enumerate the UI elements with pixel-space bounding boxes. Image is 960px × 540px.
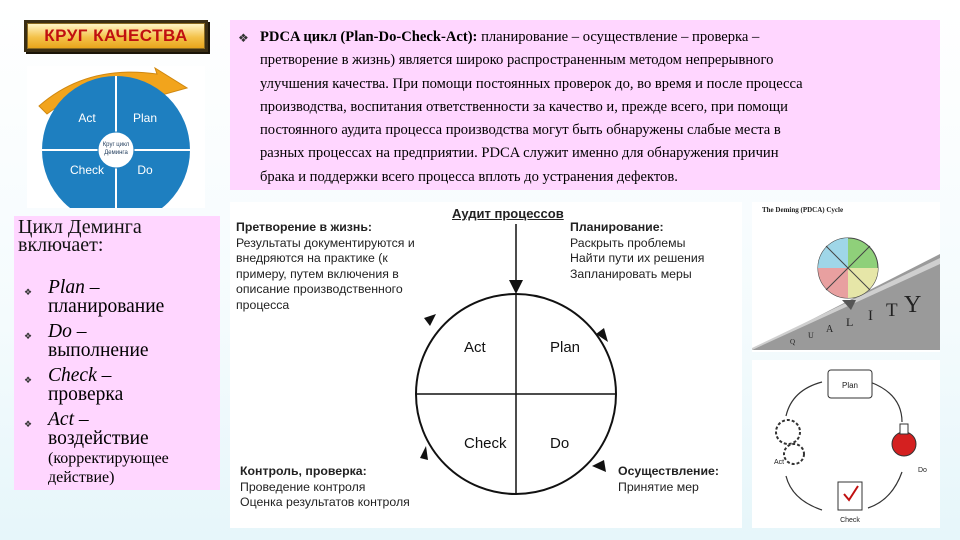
small-label-plan: Plan [132,111,158,125]
dash: – [96,365,112,386]
pic-label-plan: Plan [841,381,859,390]
diamond-bullet-icon: ❖ [24,331,33,341]
diamond-bullet-icon: ❖ [238,31,249,45]
title-badge [24,20,208,52]
deming-quality-svg [752,202,940,352]
dash: – [73,409,89,430]
pdca-line: постоянного аудита процесса производства могут быть обнаружены слабые места в [260,122,781,139]
act-line: внедряются на практике (к [236,251,388,265]
small-label-do: Do [137,163,153,177]
quality-letter: Y [904,292,922,318]
pdca-text [260,26,928,189]
do-line: Принятие мер [618,479,699,494]
pdca-line: PDCA цикл (Plan-Do-Check-Act): планирование – осуществление – проверка – [260,29,760,45]
diamond-bullet-icon: ❖ [24,287,33,297]
diamond-bullet-icon: ❖ [24,419,33,429]
cycle-arc-3 [868,472,902,508]
term-check: Check [48,365,97,386]
plan-heading: Планирование: [570,220,664,234]
plan-line: Раскрыть проблемы [570,235,686,250]
pdca-line: претворение в жизнь) является широко распространенным методом непрерывного [260,52,774,69]
quality-letter: Q [790,338,796,346]
deming-list-box [14,216,220,490]
act-line: процесса [236,297,290,312]
check-heading: Контроль, проверка: [240,464,367,478]
quadrant-act: Act [464,339,486,356]
do-heading: Осуществление: [618,464,719,478]
gears-icon [776,420,804,464]
pdca-line: брака и поддержки всего процесса вплоть до устранения дефектов. [260,168,678,185]
check-line: Оценка результатов контроля [240,495,410,509]
audit-label: Аудит процессов [452,206,564,221]
plan-block [570,220,704,282]
cycle-arc-4 [786,476,822,510]
cycle-arc-1 [786,382,822,416]
quality-letter: I [868,308,873,324]
slide-title: КРУГ КАЧЕСТВА [44,26,188,45]
checklist-icon [838,482,862,510]
desc-check: проверка [48,384,124,405]
quadrant-check: Check [464,435,507,452]
desc-act: воздействие [48,428,149,449]
desc-act-extra2: действие) [48,469,115,486]
do-block [618,464,719,495]
deming-title-line1: Цикл Деминга [18,216,142,238]
audit-arrow-head [509,280,523,294]
pic-label-check: Check [840,517,860,524]
deming-title-line2: включает: [18,234,104,256]
small-pdca-svg [27,66,205,208]
pdca-wheel [818,238,878,298]
term-plan: Plan [48,277,85,298]
flask-icon [892,432,916,456]
diamond-bullet-icon: ❖ [24,375,33,385]
small-pdca-diagram [27,66,205,208]
small-label-check: Check [69,163,105,177]
quality-letter: T [886,300,898,321]
dash: – [71,321,87,342]
pic-label-do: Do [918,467,927,474]
plan-line: Запланировать меры [570,266,692,281]
cycle-arrow-check [420,446,428,460]
quality-letter: A [826,324,834,335]
act-line: Результаты документируются и [236,235,415,250]
deming-title [18,218,142,254]
cycle-arrow-act [424,314,436,326]
main-pdca-diagram [230,202,742,528]
cycle-pictures-svg [752,360,940,528]
check-block [240,464,410,511]
act-line: примеру, путем включения в [236,266,399,281]
deming-caption: The Deming (PDCA) Cycle [762,206,844,214]
cycle-arc-2 [870,382,902,422]
quality-letter: U [808,331,814,340]
desc-act-extra: (корректирующее [48,450,169,467]
quadrant-plan: Plan [550,339,581,356]
deming-quality-image [752,202,940,352]
act-line: описание производственного [236,282,403,296]
term-act: Act [48,409,74,430]
gear-1 [776,420,800,444]
cycle-arrow-do [592,460,606,472]
desc-do: выполнение [48,340,149,361]
pdca-line: производства, воспитания ответственности за качество и, прежде всего, при помощи [260,98,788,115]
pdca-cycle-pictures [752,360,940,528]
check-line: Проведение контроля [240,479,366,494]
gear-2 [784,444,804,464]
quadrant-do: Do [550,435,570,452]
quality-letter: L [846,315,854,329]
flask-neck [900,424,908,434]
pdca-description-box [230,20,940,190]
desc-plan: планирование [48,296,165,317]
pdca-line: разных процессах на предприятии. PDCA служит именно для обнаружения причин [260,145,779,162]
small-center-text: Круг цикл [102,142,130,148]
pdca-line: улучшения качества. При помощи постоянных проверок до, во время и после процесса [260,75,803,92]
act-heading: Претворение в жизнь: [236,220,372,234]
plan-line: Найти пути их решения [570,251,705,265]
term-do: Do [48,321,72,342]
dash: – [84,277,100,298]
pdca-heading: PDCA цикл (Plan-Do-Check-Act): [260,29,478,45]
small-label-act: Act [78,111,96,125]
act-block [236,220,415,313]
pic-label-act: Act [774,459,785,466]
small-center-text2: Деминга [104,150,128,156]
